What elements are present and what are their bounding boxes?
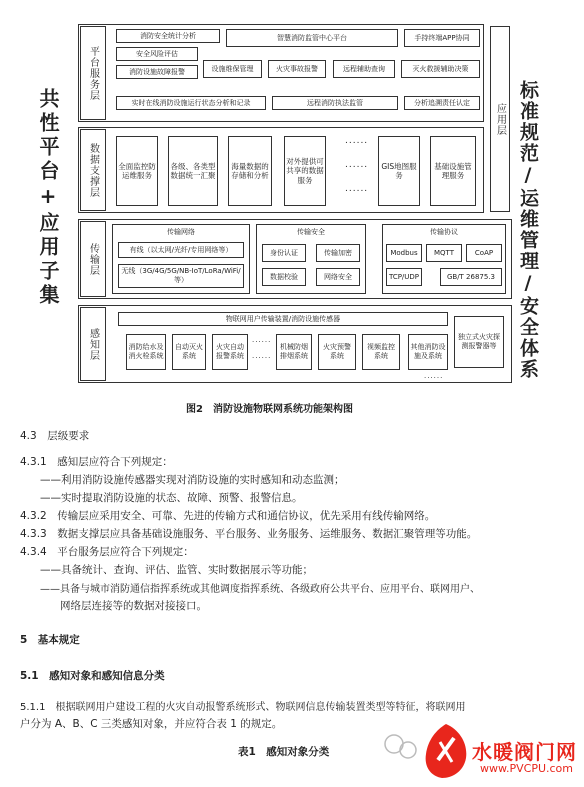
sense-item: 火灾预警系统 xyxy=(318,334,356,370)
left-side-label: 共性平台+应用子集 xyxy=(36,88,60,308)
rescue-box: 灭火救援辅助决策 xyxy=(401,60,480,78)
data-dots: ...... xyxy=(345,136,369,146)
data-dots: ...... xyxy=(345,184,369,194)
sense-dots: ...... xyxy=(424,372,444,380)
data-item: 各级、各类型数据统一汇聚 xyxy=(168,136,218,206)
trace-box: 分析追溯责任认定 xyxy=(404,96,480,110)
watermark-name: 水暖阀门网 xyxy=(472,740,577,764)
transport-layer-label: 传输层 xyxy=(80,221,106,297)
sense-item: 消防给水及消火栓系统 xyxy=(126,334,166,370)
coap-box: CoAP xyxy=(466,244,502,262)
fault-box: 消防设施故障报警 xyxy=(116,65,198,79)
gbt-box: GB/T 26875.3 xyxy=(440,268,502,286)
list-item: ——实时提取消防设施的状态、故障、预警、报警信息。 xyxy=(40,492,303,504)
modbus-box: Modbus xyxy=(386,244,422,262)
center-platform-box: 智慧消防监管中心平台 xyxy=(226,29,398,47)
paragraph: 4.3.1 感知层应符合下列规定： xyxy=(20,456,173,468)
law-box: 远程消防执法监管 xyxy=(272,96,398,110)
wired-box: 有线（以太网/光纤/专用网络等） xyxy=(118,242,244,258)
sense-item: 机械防烟排烟系统 xyxy=(276,334,312,370)
verify-box: 数据校验 xyxy=(262,268,306,286)
data-dots: ...... xyxy=(345,160,369,170)
sense-item: 视频监控系统 xyxy=(362,334,400,370)
stats-box: 消防安全统计分析 xyxy=(116,29,220,43)
paragraph: 4.3.4 平台服务层应符合下列规定： xyxy=(20,546,194,558)
auth-box: 身份认证 xyxy=(262,244,306,262)
sense-item: 其他消防设施及系统 xyxy=(408,334,448,370)
sense-item: 自动灭火系统 xyxy=(172,334,206,370)
sense-item: 火灾自动报警系统 xyxy=(212,334,248,370)
right-side-label: 标准规范/运维管理/安全体系 xyxy=(517,80,539,380)
mqtt-box: MQTT xyxy=(426,244,462,262)
transport-security-title: 传输安全 xyxy=(297,228,325,236)
wireless-box: 无线（3G/4G/5G/NB-IoT/LoRa/WiFi/等） xyxy=(118,264,244,288)
table-caption: 表1 感知对象分类 xyxy=(238,746,330,758)
data-item: 海量数据的存储和分析 xyxy=(228,136,272,206)
risk-box: 安全风险评估 xyxy=(116,47,198,61)
realtime-box: 实时在线消防设施运行状态分析和记录 xyxy=(116,96,266,110)
data-item: 基础设施管理服务 xyxy=(430,136,476,206)
section-heading: 4.3 层级要求 xyxy=(20,430,90,442)
sense-dots: ...... xyxy=(252,336,272,344)
list-item: ——具备与城市消防通信指挥系统或其他调度指挥系统、各级政府公共平台、应用平台、联网用户、 xyxy=(40,584,480,595)
transport-network-title: 传输网络 xyxy=(167,228,195,236)
paragraph: 5.1.1 根据联网用户建设工程的火灾自动报警系统形式、物联网信息传输装置类型等特征，将联网用 xyxy=(20,702,466,713)
list-item-continuation: 网络层连接等的数据对接接口。 xyxy=(60,600,207,612)
section-heading: 5 基本规定 xyxy=(20,634,80,646)
list-item: ——具备统计、查询、评估、监管、实时数据展示等功能； xyxy=(40,564,313,576)
sense-dots: ...... xyxy=(252,352,272,360)
transport-protocol-title: 传输协议 xyxy=(430,228,458,236)
app-box: 手持终端APP协同 xyxy=(404,29,480,47)
paragraph: 4.3.3 数据支撑层应具备基础设施服务、平台服务、业务服务、运维服务、数据汇聚管理等功能。 xyxy=(20,528,478,540)
independent-detector-box: 独立式火灾探测报警器等 xyxy=(454,316,504,368)
app-layer-label: 应用层 xyxy=(490,26,510,212)
figure-caption: 图2 消防设施物联网系统功能架构图 xyxy=(186,404,353,415)
sense-top-box: 物联网用户传输装置/消防设施传感器 xyxy=(118,312,448,326)
maint-box: 设施维保管理 xyxy=(203,60,262,78)
section-heading: 5.1 感知对象和感知信息分类 xyxy=(20,670,165,682)
data-layer-label: 数据支撑层 xyxy=(80,129,106,211)
paragraph: 户分为 A、B、C 三类感知对象，并应符合表 1 的规定。 xyxy=(20,718,283,730)
paragraph: 4.3.2 传输层应采用安全、可靠、先进的传输方式和通信协议，优先采用有线传输网络。 xyxy=(20,510,436,522)
brand-logo-icon xyxy=(420,720,472,782)
data-item: GIS地图服务 xyxy=(378,136,420,206)
data-item: 对外提供可共享的数据服务 xyxy=(284,136,326,206)
encrypt-box: 传输加密 xyxy=(316,244,360,262)
tcpudp-box: TCP/UDP xyxy=(386,268,422,286)
data-item: 全面监控防运维服务 xyxy=(116,136,158,206)
watermark-url: www.PVCPU.com xyxy=(480,762,573,775)
fire-alarm-box: 火灾事故报警 xyxy=(268,60,326,78)
platform-layer-label: 平台服务层 xyxy=(80,26,106,120)
list-item: ——利用消防设施传感器实现对消防设施的实时感知和动态监测； xyxy=(40,474,345,486)
remote-box: 远程辅助查询 xyxy=(333,60,395,78)
netsec-box: 网络安全 xyxy=(316,268,360,286)
sense-layer-label: 感知层 xyxy=(80,307,106,381)
